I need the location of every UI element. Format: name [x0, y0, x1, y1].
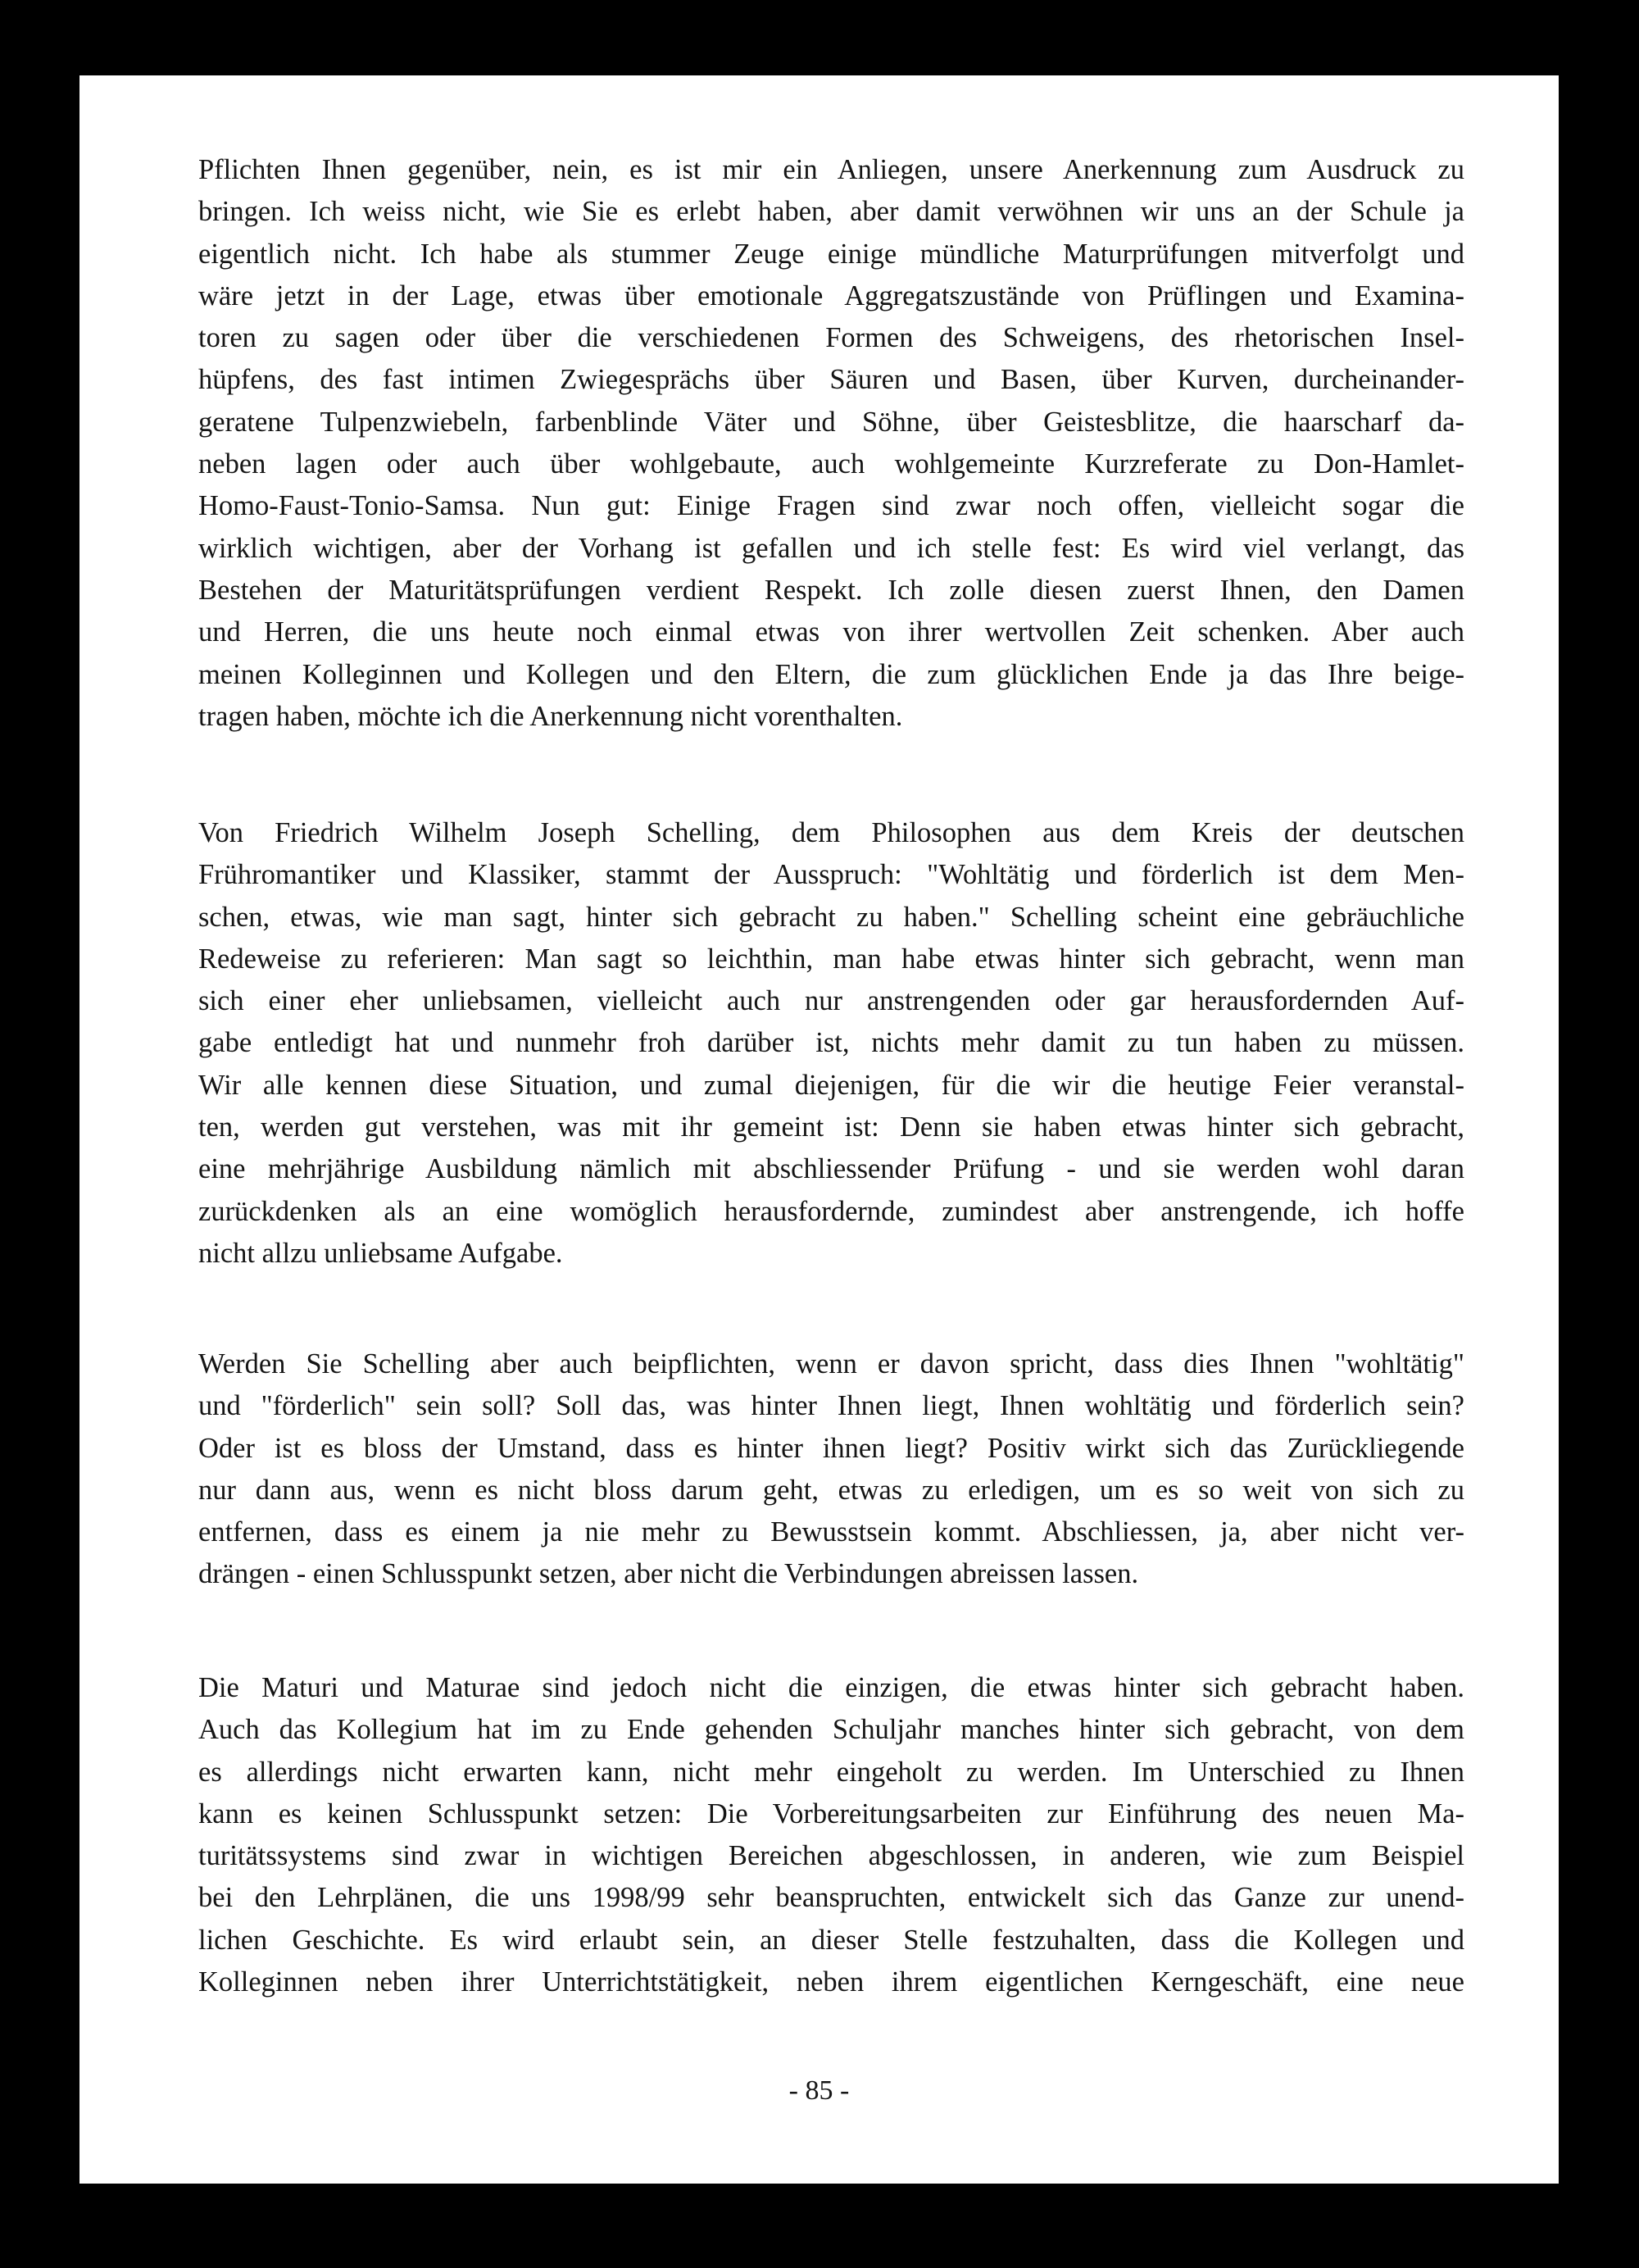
text-line: es allerdings nicht erwarten kann, nicht mehr eingeholt zu werden. Im Unterschied zu Ihnen: [198, 1756, 1464, 1788]
text-line: drängen - einen Schlusspunkt setzen, aber nicht die Verbindungen abreissen lassen.: [198, 1558, 1139, 1590]
text-line: geratene Tulpenzwiebeln, farbenblinde Väter und Söhne, über Geistesblitze, die haarscharf da-: [198, 406, 1464, 438]
text-line: tragen haben, möchte ich die Anerkennung nicht vorenthalten.: [198, 700, 903, 732]
text-line: und "förderlich" sein soll? Soll das, was hinter Ihnen liegt, Ihnen wohltätig und förderlich sein?: [198, 1390, 1464, 1422]
text-line: ten, werden gut verstehen, was mit ihr gemeint ist: Denn sie haben etwas hinter sich gebracht,: [198, 1111, 1464, 1143]
text-line: Auch das Kollegium hat im zu Ende gehenden Schuljahr manches hinter sich gebracht, von dem: [198, 1714, 1464, 1746]
text-line: Von Friedrich Wilhelm Joseph Schelling, dem Philosophen aus dem Kreis der deutschen: [198, 817, 1464, 848]
text-line: Pflichten Ihnen gegenüber, nein, es ist mir ein Anliegen, unsere Anerkennung zum Ausdruck zu: [198, 154, 1464, 185]
text-line: Redeweise zu referieren: Man sagt so leichthin, man habe etwas hinter sich gebracht, wenn man: [198, 943, 1464, 975]
text-line: Die Maturi und Maturae sind jedoch nicht die einzigen, die etwas hinter sich gebracht haben.: [198, 1672, 1464, 1703]
text-line: toren zu sagen oder über die verschiedenen Formen des Schweigens, des rhetorischen Insel-: [198, 322, 1464, 354]
text-line: Kolleginnen neben ihrer Unterrichtstätigkeit, neben ihrem eigentlichen Kerngeschäft, eine neue: [198, 1966, 1464, 1998]
text-line: und Herren, die uns heute noch einmal etwas von ihrer wertvollen Zeit schenken. Aber auch: [198, 616, 1464, 648]
text-line: wirklich wichtigen, aber der Vorhang ist gefallen und ich stelle fest: Es wird viel verlangt, das: [198, 532, 1464, 564]
text-line: neben lagen oder auch über wohlgebaute, auch wohlgemeinte Kurzreferate zu Don-Hamlet-: [198, 448, 1464, 480]
text-line: bringen. Ich weiss nicht, wie Sie es erlebt haben, aber damit verwöhnen wir uns an der Schule ja: [198, 196, 1464, 228]
paragraph-1: [198, 149, 1464, 738]
text-line: eine mehrjährige Ausbildung nämlich mit abschliessender Prüfung - und sie werden wohl daran: [198, 1153, 1464, 1185]
text-line: lichen Geschichte. Es wird erlaubt sein, an dieser Stelle festzuhalten, dass die Kollegen und: [198, 1924, 1464, 1956]
text-line: gabe entledigt hat und nunmehr froh darüber ist, nichts mehr damit zu tun haben zu müssen.: [198, 1027, 1464, 1059]
text-line: Wir alle kennen diese Situation, und zumal diejenigen, für die wir die heutige Feier veranstal-: [198, 1069, 1464, 1101]
text-line: turitätssystems sind zwar in wichtigen Bereichen abgeschlossen, in anderen, wie zum Beispiel: [198, 1840, 1464, 1872]
text-line: hüpfens, des fast intimen Zwiegesprächs über Säuren und Basen, über Kurven, durcheinander-: [198, 364, 1464, 396]
text-line: Homo-Faust-Tonio-Samsa. Nun gut: Einige Fragen sind zwar noch offen, vielleicht sogar die: [198, 490, 1464, 522]
text-line: sich einer eher unliebsamen, vielleicht auch nur anstrengenden oder gar herausfordernden Auf-: [198, 985, 1464, 1017]
text-line: wäre jetzt in der Lage, etwas über emotionale Aggregatszustände von Prüflingen und Examina-: [198, 280, 1464, 311]
text-line: bei den Lehrplänen, die uns 1998/99 sehr beanspruchten, entwickelt sich das Ganze zur unend-: [198, 1882, 1464, 1914]
paragraph-3: [198, 1343, 1464, 1596]
paragraph-4: [198, 1667, 1464, 2003]
text-line: meinen Kolleginnen und Kollegen und den Eltern, die zum glücklichen Ende ja das Ihre beige-: [198, 658, 1464, 690]
text-line: nur dann aus, wenn es nicht bloss darum geht, etwas zu erledigen, um es so weit von sich zu: [198, 1474, 1464, 1506]
text-line: Oder ist es bloss der Umstand, dass es hinter ihnen liegt? Positiv wirkt sich das Zurückliegende: [198, 1432, 1464, 1464]
page-number: - 85 -: [788, 2075, 850, 2106]
document-page: [79, 75, 1559, 2184]
text-line: Werden Sie Schelling aber auch beipflichten, wenn er davon spricht, dass dies Ihnen "wohltätig": [198, 1348, 1464, 1379]
text-line: kann es keinen Schlusspunkt setzen: Die Vorbereitungsarbeiten zur Einführung des neuen Ma-: [198, 1798, 1464, 1829]
text-line: Bestehen der Maturitätsprüfungen verdient Respekt. Ich zolle diesen zuerst Ihnen, den Damen: [198, 574, 1464, 606]
text-line: entfernen, dass es einem ja nie mehr zu Bewusstsein kommt. Abschliessen, ja, aber nicht ver-: [198, 1516, 1464, 1548]
text-line: Frühromantiker und Klassiker, stammt der Ausspruch: "Wohltätig und förderlich ist dem Men-: [198, 859, 1464, 891]
text-line: zurückdenken als an eine womöglich herausfordernde, zumindest aber anstrengende, ich hoffe: [198, 1195, 1464, 1227]
text-line: schen, etwas, wie man sagt, hinter sich gebracht zu haben." Schelling scheint eine gebräuchliche: [198, 901, 1464, 933]
text-line: nicht allzu unliebsame Aufgabe.: [198, 1237, 563, 1269]
paragraph-2: [198, 812, 1464, 1275]
text-line: eigentlich nicht. Ich habe als stummer Zeuge einige mündliche Maturprüfungen mitverfolgt und: [198, 238, 1464, 270]
